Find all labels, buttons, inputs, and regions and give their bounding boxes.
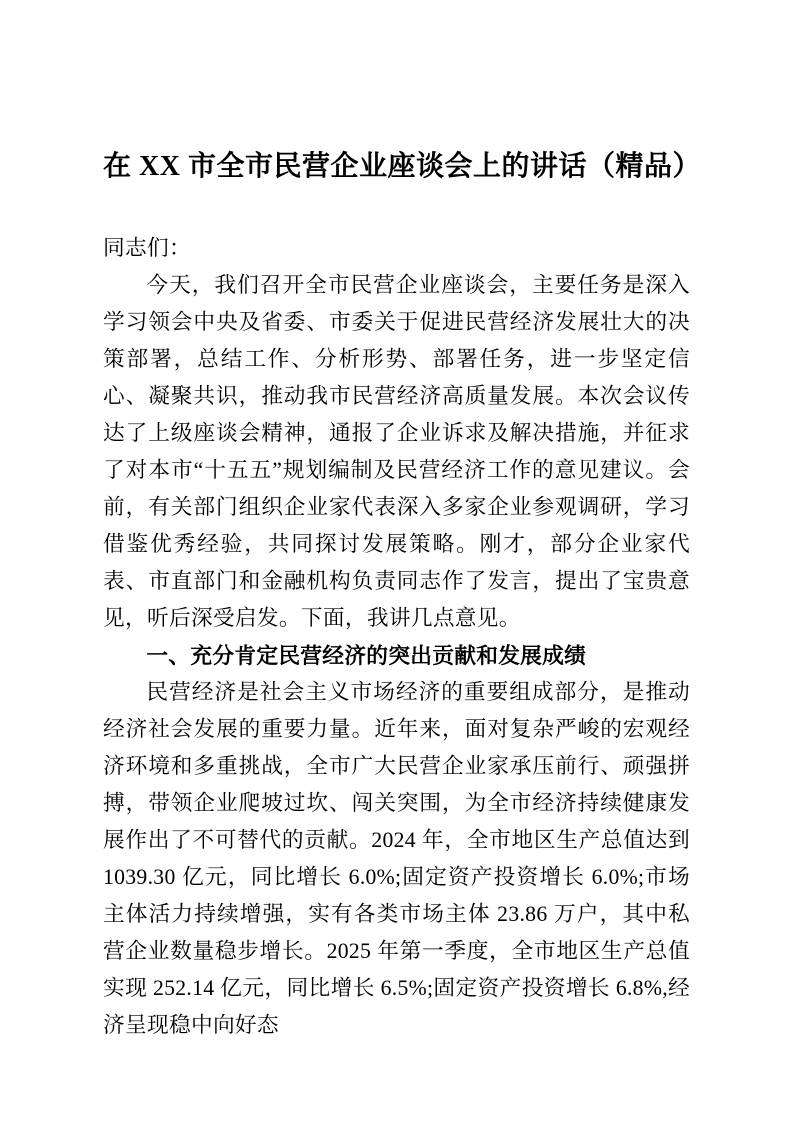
document-title: 在 XX 市全市民营企业座谈会上的讲话（精品） — [103, 151, 701, 182]
salutation: 同志们： — [103, 236, 191, 260]
paragraph-section-1: 民营经济是社会主义市场经济的重要组成部分，是推动经济社会发展的重要力量。近年来，面对复杂严峻的宏观经济环境和多重挑战，全市广大民营企业家承压前行、顽强拼搏，带领企业爬坡过坎、闯关突围，为全市经济持续健康发展作出了不可替代的贡献。2024 年，全市地区生产总值达到 1039.30 亿元，同比增长 6.0%;固定资产投资增长 6.0%;市场主体活力持续增强，实有各类市场主体 23.86 万户，其中私营企业数量稳步增长。2025 年第一季度，全市地区生产总值实现 252.14 亿元，同比增长 6.5%;固定资产投资增长 6.8%,经济呈现稳中向好态 — [103, 680, 690, 1037]
section-heading-1: 一、充分肯定民营经济的突出贡献和发展成绩 — [146, 643, 587, 668]
paragraph-intro: 今天，我们召开全市民营企业座谈会，主要任务是深入学习领会中央及省委、市委关于促进民营经济发展壮大的决策部署，总结工作、分析形势、部署任务，进一步坚定信心、凝聚共识，推动我市民营经济高质量发展。本次会议传达了上级座谈会精神，通报了企业诉求及解决措施，并征求了对本市“十五五”规划编制及民营经济工作的意见建议。会前，有关部门组织企业家代表深入多家企业参观调研，学习借鉴优秀经验，共同探讨发展策略。刚才，部分企业家代表、市直部门和金融机构负责同志作了发言，提出了宝贵意见，听后深受启发。下面，我讲几点意见。 — [103, 273, 690, 630]
document-content — [0, 145, 793, 1044]
